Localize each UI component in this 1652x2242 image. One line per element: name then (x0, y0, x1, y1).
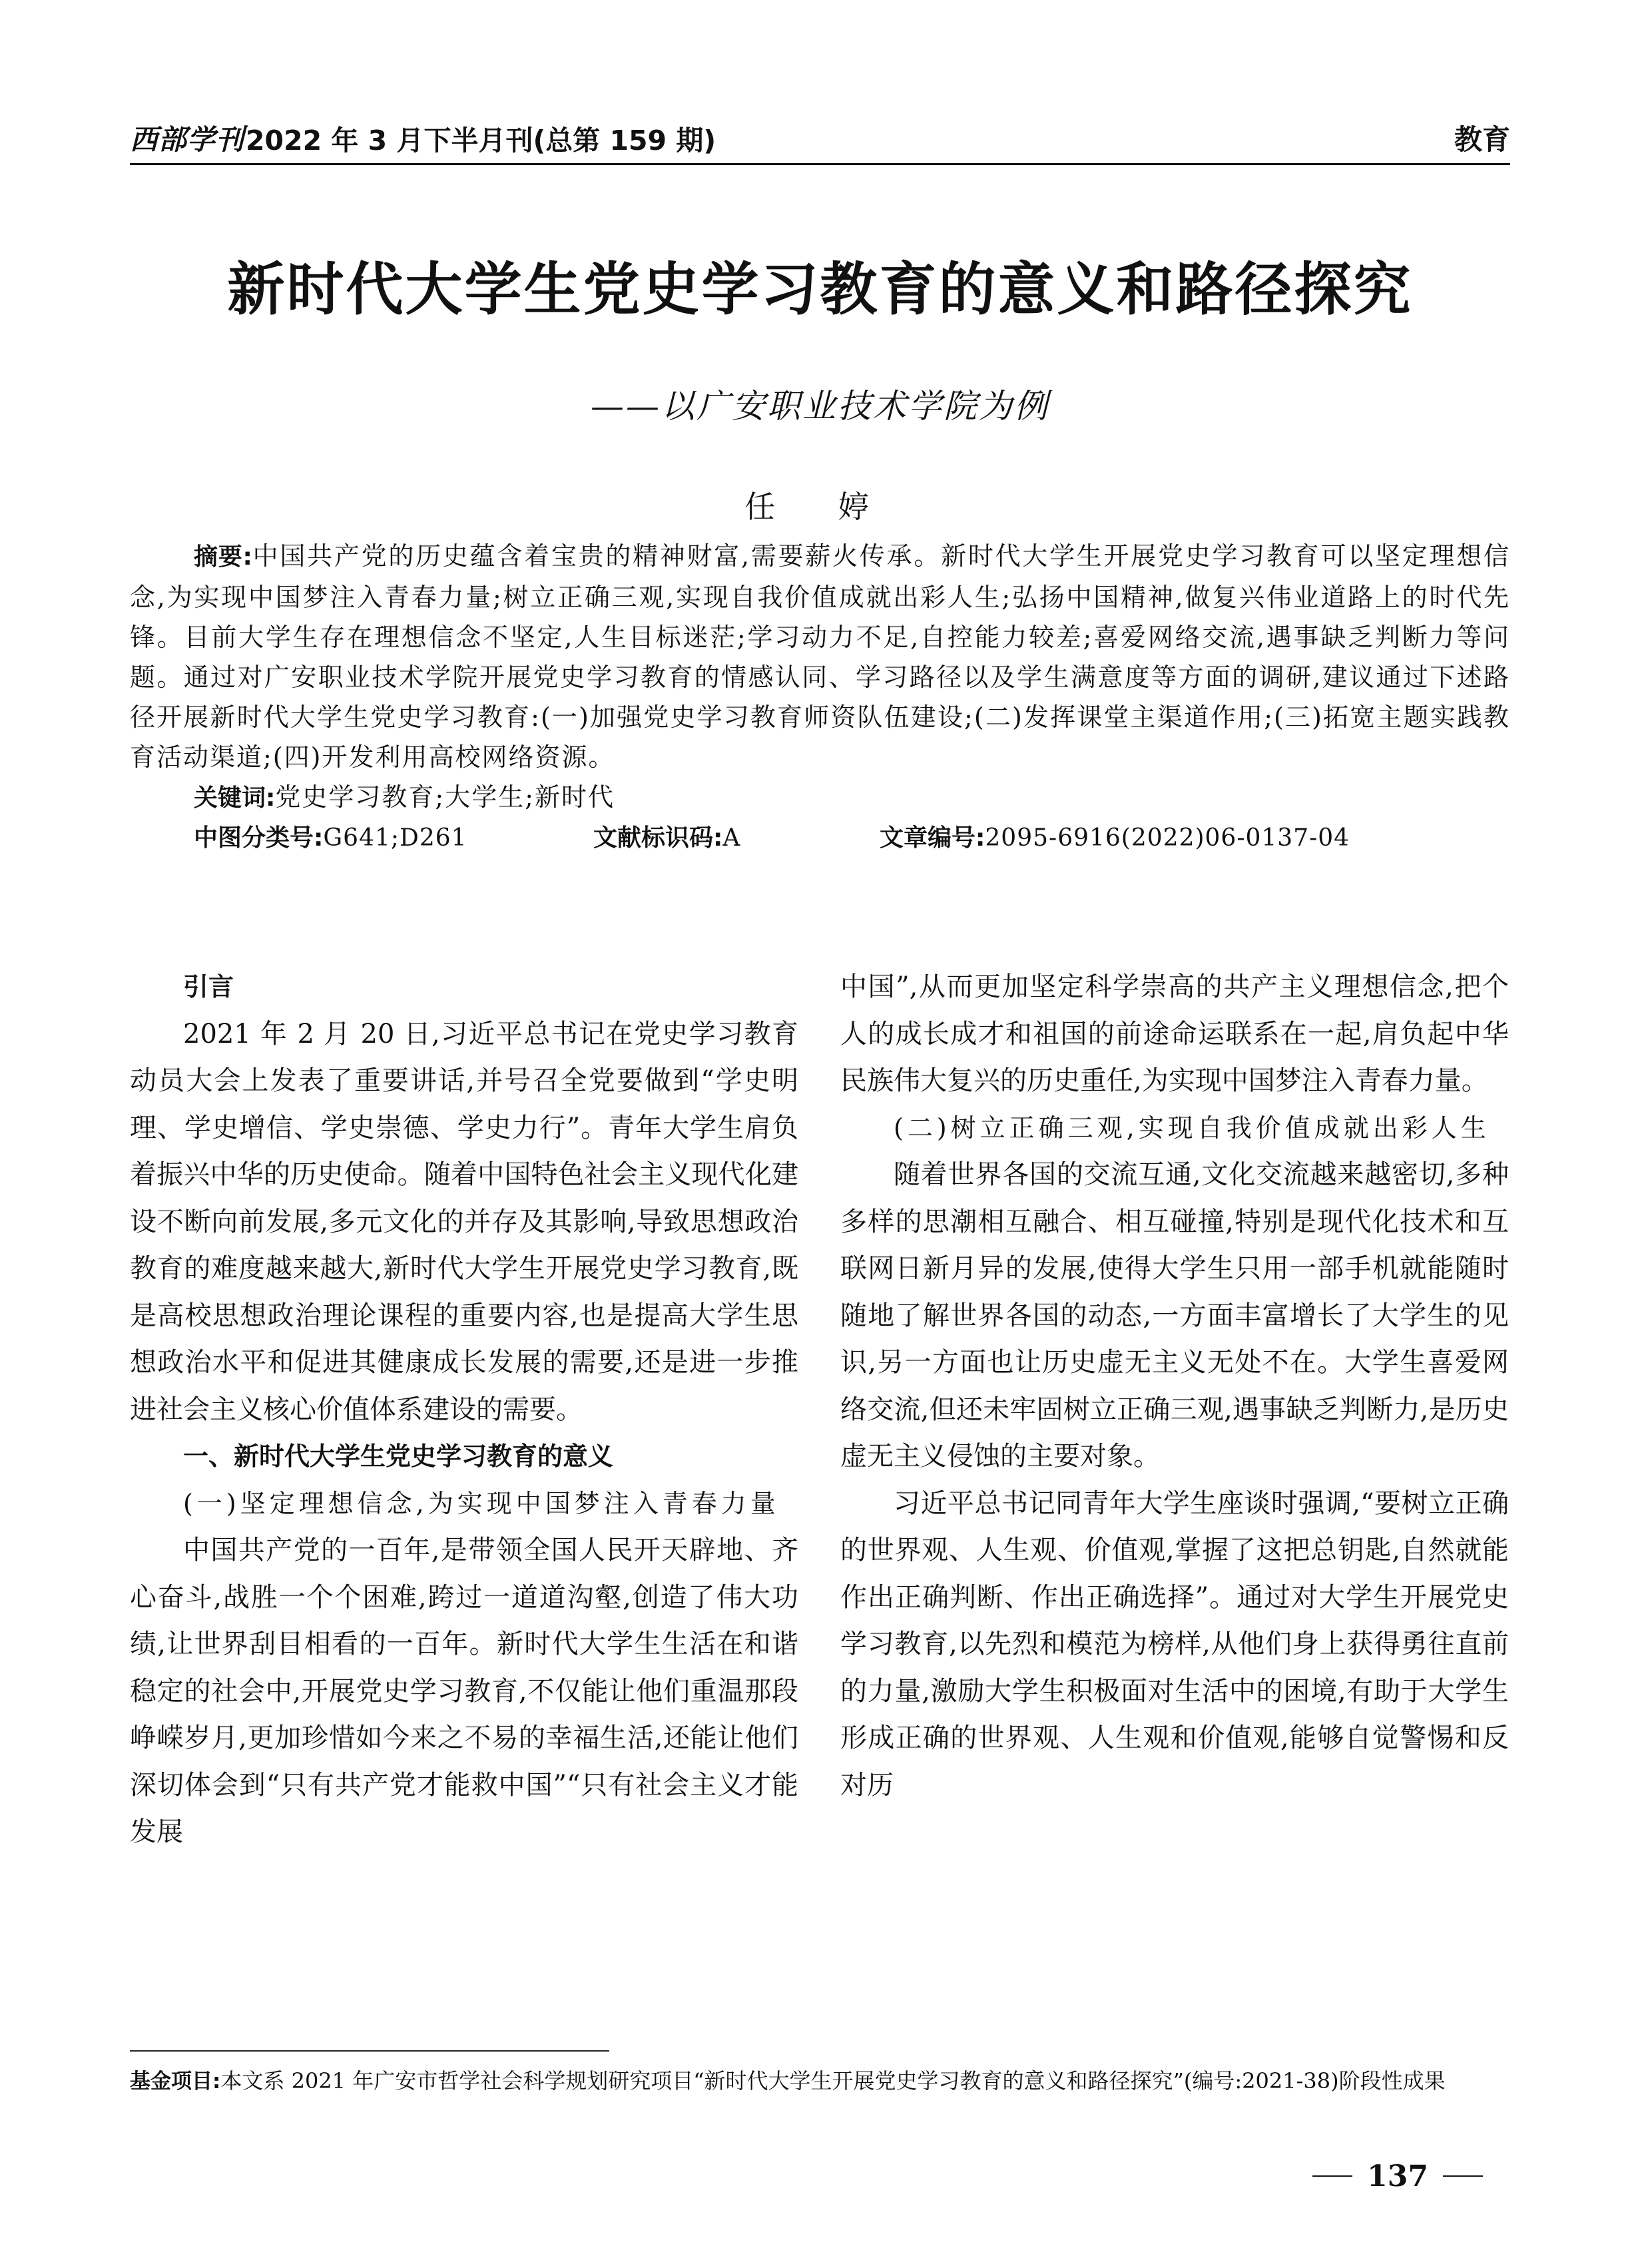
keywords-line (130, 777, 1510, 818)
subsection-heading-1: (一)坚定理想信念,为实现中国梦注入青春力量 (183, 1488, 780, 1518)
clc-label: 中图分类号: (194, 824, 324, 852)
dash-left (1312, 2175, 1352, 2177)
body-paragraph: 中国共产党的一百年,是带领全国人民开天辟地、齐心奋斗,战胜一个个困难,跨过一道道沟壑,创造了伟大功绩,让世界刮目相看的一百年。新时代大学生生活在和谐稳定的社会中,开展党史学习教育,不仅能让他们重温那段峥嵘岁月,更加珍惜如今来之不易的幸福生活,还能让他们深切体会到“只有共产党才能救中国”“只有社会主义才能发展 (130, 1535, 798, 1847)
page-number-value: 137 (1367, 2159, 1428, 2193)
body-column-right (840, 964, 1509, 1809)
article-no-label: 文章编号: (880, 824, 985, 852)
funding-footnote (130, 2062, 1510, 2100)
journal-logo: 西部学刊 (130, 123, 245, 156)
issue-info: 2022 年 3 月下半月刊(总第 159 期) (246, 124, 716, 156)
footnote-text: 本文系 2021 年广安市哲学社会科学规划研究项目“新时代大学生开展党史学习教育的意义和路径探究”(编号:2021-38)阶段性成果 (220, 2068, 1446, 2094)
abstract-paragraph (130, 536, 1510, 777)
body-paragraph: 习近平总书记同青年大学生座谈时强调,“要树立正确的世界观、人生观、价值观,掌握了这把总钥匙,自然就能作出正确判断、作出正确选择”。通过对大学生开展党史学习教育,以先烈和模范为榜样,从他们身上获得勇往直前的力量,激励大学生积极面对生活中的困境,有助于大学生形成正确的世界观、人生观和价值观,能够自觉警惕和反对历 (840, 1488, 1509, 1801)
article-subtitle: ——以广安职业技术学院为例 (591, 387, 1049, 425)
section-label: 教育 (1454, 123, 1510, 156)
clc-value: G641;D261 (323, 824, 467, 852)
abstract-block (130, 536, 1510, 858)
dash-right (1443, 2175, 1483, 2177)
doc-code-value: A (722, 824, 741, 852)
footnote-rule (130, 2050, 609, 2052)
subsection-heading-2: (二)树立正确三观,实现自我价值成就出彩人生 (894, 1113, 1490, 1143)
keywords-text: 党史学习教育;大学生;新时代 (275, 782, 615, 812)
doc-code-label: 文献标识码: (593, 824, 723, 852)
footnote-label: 基金项目: (130, 2070, 221, 2094)
intro-heading: 引言 (183, 972, 234, 1001)
clc-field (194, 818, 593, 858)
section-heading-1: 一、新时代大学生党史学习教育的意义 (183, 1442, 614, 1471)
abstract-text: 中国共产党的历史蕴含着宝贵的精神财富,需要薪火传承。新时代大学生开展党史学习教育可以坚定理想信念,为实现中国梦注入青春力量;树立正确三观,实现自我价值成就出彩人生;弘扬中国精神,做复兴伟业道路上的时代先锋。目前大学生存在理想信念不坚定,人生目标迷茫;学习动力不足,自控能力较差;喜爱网络交流,遇事缺乏判断力等问题。通过对广安职业技术学院开展党史学习教育的情感认同、学习路径以及学生满意度等方面的调研,建议通过下述路径开展新时代大学生党史学习教育:(一)加强党史学习教育师资队伍建设;(二)发挥课堂主渠道作用;(三)拓宽主题实践教育活动渠道;(四)开发利用高校网络资源。 (130, 541, 1510, 772)
article-no-value: 2095-6916(2022)06-0137-04 (985, 824, 1350, 852)
body-paragraph: 随着世界各国的交流互通,文化交流越来越密切,多种多样的思潮相互融合、相互碰撞,特别是现代化技术和互联网日新月异的发展,使得大学生只用一部手机就能随时随地了解世界各国的动态,一方面丰富增长了大学生的见识,另一方面也让历史虚无主义无处不在。大学生喜爱网络交流,但还未牢固树立正确三观,遇事缺乏判断力,是历史虚无主义侵蚀的主要对象。 (840, 1159, 1509, 1472)
header-rule (130, 163, 1510, 165)
body-paragraph-continued: 中国”,从而更加坚定科学崇高的共产主义理想信念,把个人的成长成才和祖国的前途命运联系在一起,肩负起中华民族伟大复兴的历史重任,为实现中国梦注入青春力量。 (840, 972, 1509, 1096)
classification-line (130, 818, 1510, 858)
page-number (1298, 2156, 1498, 2196)
body-column-left (130, 964, 798, 1856)
article-title: 新时代大学生党史学习教育的意义和路径探究 (227, 256, 1413, 323)
running-header-left (130, 113, 716, 162)
intro-paragraph: 2021 年 2 月 20 日,习近平总书记在党史学习教育动员大会上发表了重要讲话,并号召全党要做到“学史明理、学史增信、学史崇德、学史力行”。青年大学生肩负着振兴中华的历史使命。随着中国特色社会主义现代化建设不断向前发展,多元文化的并存及其影响,导致思想政治教育的难度越来越大,新时代大学生开展党史学习教育,既是高校思想政治理论课程的重要内容,也是提高大学生思想政治水平和促进其健康成长发展的需要,还是进一步推进社会主义核心价值体系建设的需要。 (130, 1018, 798, 1425)
doc-code-field (593, 818, 880, 858)
keywords-label: 关键词: (194, 784, 276, 812)
article-no-field (880, 818, 1350, 858)
abstract-label: 摘要: (194, 543, 252, 571)
author-name: 任 婷 (744, 489, 896, 525)
